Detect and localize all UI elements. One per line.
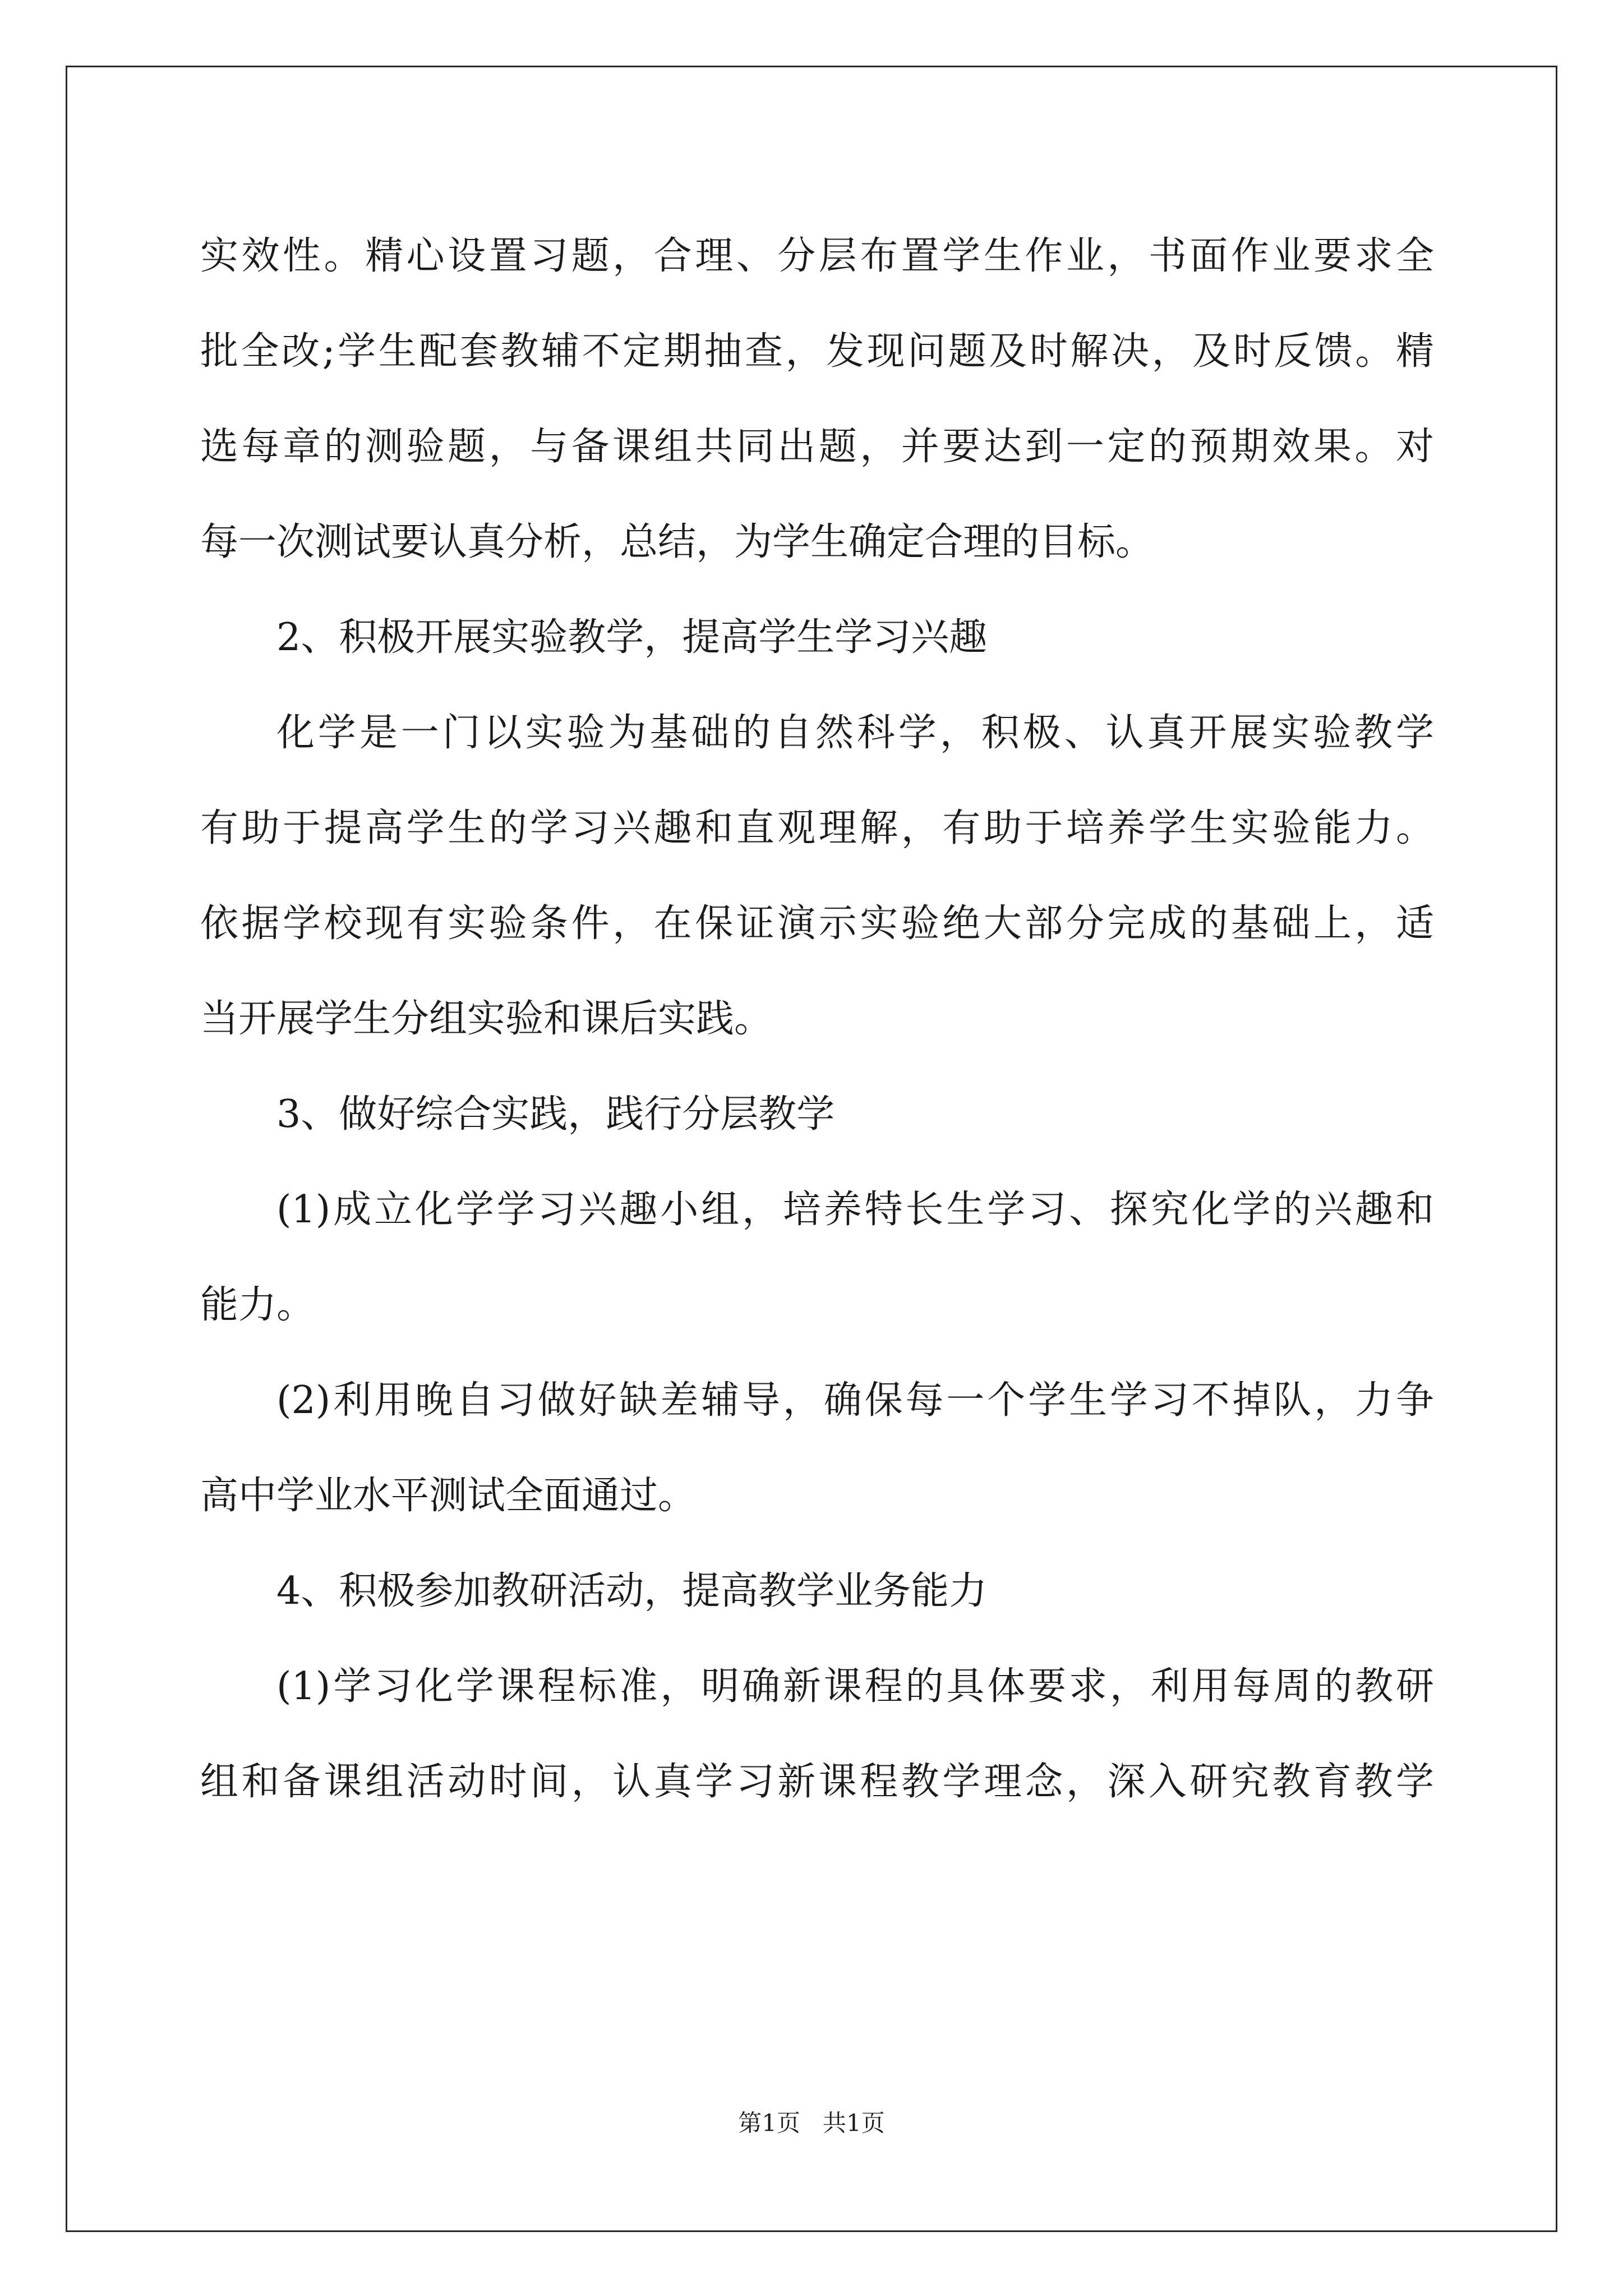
section-heading: 4、积极参加教研活动，提高教学业务能力 [276, 1569, 988, 1613]
section-heading: 3、做好综合实践，践行分层教学 [276, 1092, 835, 1137]
text-line: (1)成立化学学习兴趣小组，培养特长生学习、探究化学的兴趣和 [276, 1188, 1434, 1232]
text-line: 实效性。精心设置习题，合理、分层布置学生作业，书面作业要求全 [200, 234, 1434, 278]
document-body [200, 209, 1434, 1830]
text-line: 每一次测试要认真分析，总结，为学生确定合理的目标。 [200, 520, 1154, 564]
text-line: 有助于提高学生的学习兴趣和直观理解，有助于培养学生实验能力。 [200, 806, 1434, 850]
text-line: 化学是一门以实验为基础的自然科学，积极、认真开展实验教学 [276, 711, 1434, 755]
text-line: 能力。 [200, 1283, 315, 1327]
text-line: 批全改;学生配套教辅不定期抽查，发现问题及时解决，及时反馈。精 [200, 329, 1434, 374]
text-line: 高中学业水平测试全面通过。 [200, 1474, 697, 1518]
text-line: (1)学习化学课程标准，明确新课程的具体要求，利用每周的教研 [276, 1664, 1434, 1709]
page-footer: 第1页 共1页 [738, 2109, 885, 2137]
section-heading: 2、积极开展实验教学，提高学生学习兴趣 [276, 615, 988, 660]
text-line: (2)利用晚自习做好缺差辅导，确保每一个学生学习不掉队，力争 [276, 1378, 1434, 1423]
text-line: 组和备课组活动时间，认真学习新课程教学理念，深入研究教育教学 [200, 1760, 1434, 1804]
text-line: 依据学校现有实验条件，在保证演示实验绝大部分完成的基础上，适 [200, 901, 1434, 946]
text-line: 选每章的测验题，与备课组共同出题，并要达到一定的预期效果。对 [200, 425, 1434, 469]
text-line: 当开展学生分组实验和课后实践。 [200, 997, 773, 1041]
